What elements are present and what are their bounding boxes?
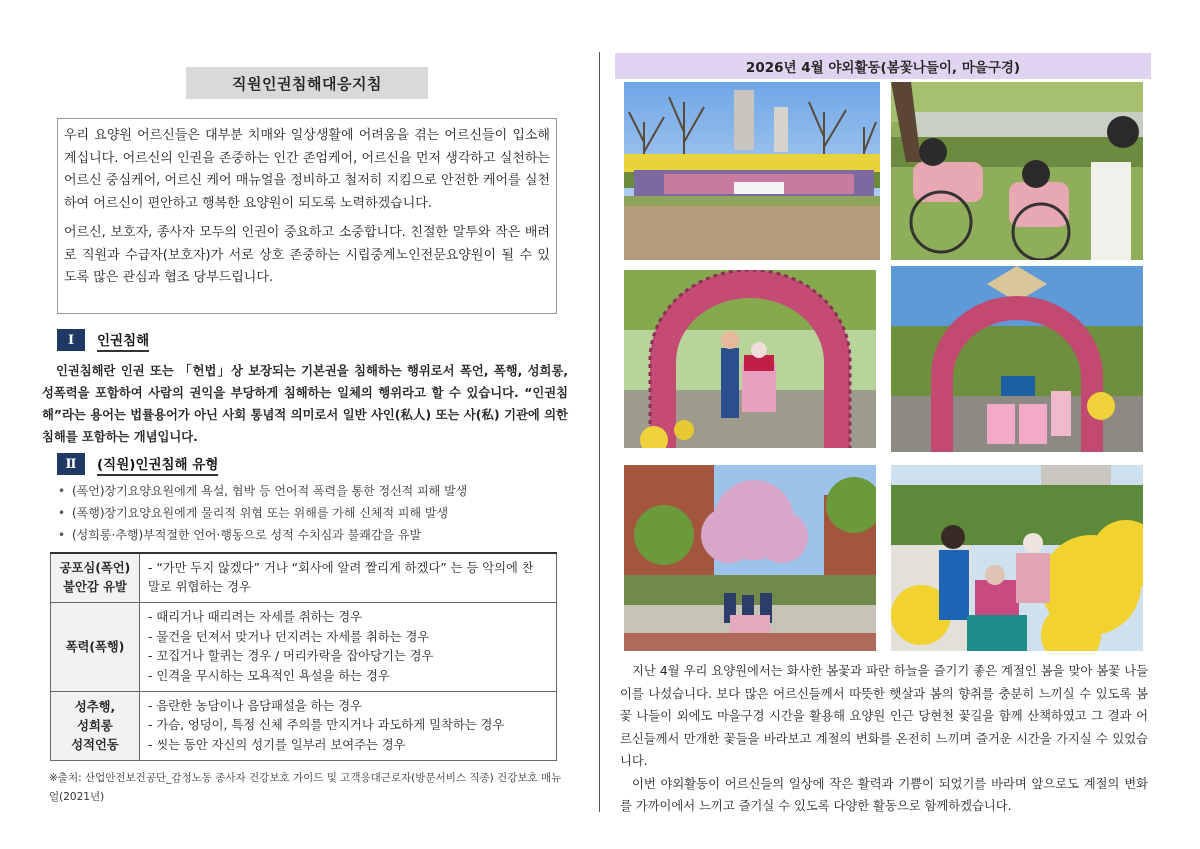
section-1-numeral: Ⅰ <box>57 329 85 351</box>
table-row <box>51 603 557 692</box>
section-1-paragraph: 인권침해란 인권 또는 「헌법」상 보장되는 기본권을 침해하는 행위로서 폭언, 폭행, 성희롱, 성폭력을 포함하여 사람의 권익을 부당하게 침해하는 일체의 행위라고 할 수 있습니다. “인권침해”라는 용어는 법률용어가 아닌 사회 통념적 의미로서 일반 사인(私人) 또는 사(私) 기관에 의한 침해를 포함하는 개념입니다. <box>42 364 568 444</box>
table-cell: - “가만 두지 않겠다” 거나 “회사에 알려 짤리게 하겠다” 는 등 악의에 찬 말로 위협하는 경우 <box>140 553 557 603</box>
violation-types-table <box>50 552 557 761</box>
section-2-bullets <box>58 480 578 546</box>
photo-group-park <box>624 82 880 260</box>
table-cell: - 음란한 농담이나 음담패설을 하는 경우 - 가슴, 엉덩이, 특정 신체 주의를 만지거나 과도하게 밀착하는 경우 - 씻는 동안 자신의 성기를 일부러 보여주는 경우 <box>140 692 557 761</box>
list-item: • (성희롱·추행)부적절한 언어·행동으로 성적 수치심과 불쾌감을 유발 <box>58 528 422 542</box>
section-1-body <box>42 360 568 448</box>
list-item: • (폭언)장기요양요원에게 욕설, 협박 등 언어적 폭력을 통한 정신적 피해 발생 <box>58 484 468 498</box>
section-1-heading <box>57 329 149 351</box>
column-divider <box>599 52 600 812</box>
table-category: 폭력(폭행) <box>51 603 140 692</box>
photo-forsythia <box>891 465 1143 651</box>
table-cell: - 때리거나 때리려는 자세를 취하는 경우 - 물건을 던져서 맞거나 던지려는 자세를 취하는 경우 - 꼬집거나 할퀴는 경우 / 머리카락을 잡아당기는 경우 - 인격을 무시하는 모욕적인 욕설을 하는 경우 <box>140 603 557 692</box>
table-category: 공포심(폭언) 불안감 유발 <box>51 553 140 603</box>
activity-title: 2026년 4월 야외활동(봄꽃나들이, 마을구경) <box>615 53 1151 79</box>
photo-wheelchair-garden <box>891 82 1143 260</box>
photo-flower-arch-group <box>891 266 1143 452</box>
photo-flower-arch-caregiver <box>624 270 876 448</box>
table-row <box>51 692 557 761</box>
intro-paragraph: 어르신, 보호자, 종사자 모두의 인권이 중요하고 소중합니다. 친절한 말투와 작은 배려로 직원과 수급자(보호자)가 서로 상호 존중하는 시립중계노인전문요양원이 될 수 있도록 많은 관심과 협조 당부드립니다. <box>64 225 550 285</box>
section-2-numeral: Ⅱ <box>57 453 85 475</box>
section-1-title: 인권침해 <box>97 329 149 352</box>
page-title: 직원인권침해대응지침 <box>186 67 428 99</box>
section-2-heading <box>57 453 218 475</box>
description-paragraph: 이번 야외활동이 어르신들의 일상에 작은 활력과 기쁨이 되었기를 바라며 앞으로도 계절의 변화를 가까이에서 느끼고 즐기실 수 있도록 다양한 활동으로 함께하겠습니다. <box>620 776 1148 813</box>
photo-blossom-tree <box>624 465 876 651</box>
table-category: 성추행, 성희롱 성적언동 <box>51 692 140 761</box>
table-row <box>51 553 557 603</box>
intro-box <box>57 118 557 314</box>
activity-description <box>620 660 1148 818</box>
source-note: ※출처: 산업안전보건공단_감정노동 종사자 건강보호 가이드 및 고객응대근로자(방문서비스 직종) 건강보호 매뉴얼(2021년) <box>49 772 562 803</box>
list-item: • (폭행)장기요양요원에게 물리적 위협 또는 위해를 가해 신체적 피해 발생 <box>58 506 449 520</box>
description-paragraph: 지난 4월 우리 요양원에서는 화사한 봄꽃과 파란 하늘을 즐기기 좋은 계절인 봄을 맞아 봄꽃 나들이를 나섰습니다. 보다 많은 어르신들께서 따뜻한 햇살과 봄의 향취를 충분히 느끼실 수 있도록 봄꽃 나들이 외에도 마을구경 시간을 활용해 요양원 인근 당현천 꽃길을 함께 산책하였고 그 결과 어르신들께서 만개한 꽃들을 바라보고 계절의 변화를 온전히 느끼며 즐거운 시간을 가지실 수 있었습니다. <box>620 664 1148 768</box>
section-2-title: (직원)인권침해 유형 <box>97 453 218 476</box>
intro-paragraph: 우리 요양원 어르신들은 대부분 치매와 일상생활에 어려움을 겪는 어르신들이 입소해 계십니다. 어르신의 인권을 존중하는 인간 존엄케어, 어르신을 먼저 생각하고 실천하는 어르신 중심케어, 어르신 케어 매뉴얼을 정비하고 철저히 지킴으로 안전한 케어를 실천하여 어르신이 편안하고 행복한 요양원이 되도록 노력하겠습니다. <box>64 128 550 211</box>
